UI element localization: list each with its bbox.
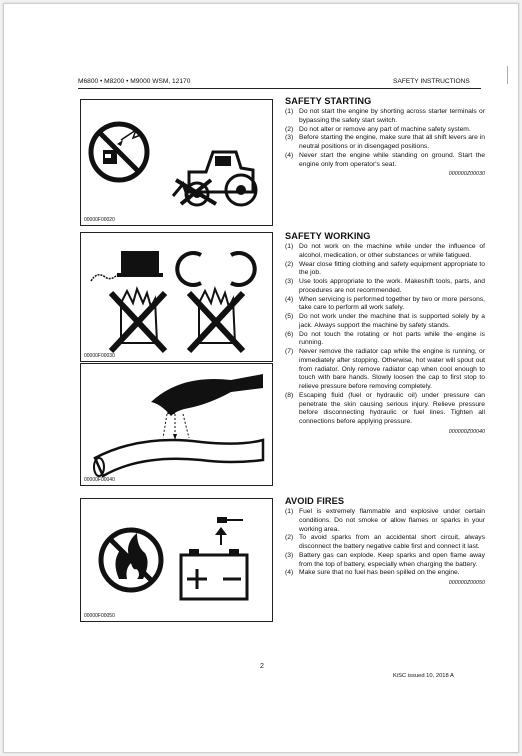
item-number: (4) [285,151,294,159]
section-code: 000000Z00050 [448,580,485,586]
item-text: Do not alter or remove any part of machine safety system. [299,125,471,133]
item-number: (3) [285,278,294,285]
figure-avoid-fires [80,498,273,622]
issue-note: KiSC issued 10, 2018 A [393,673,454,679]
no-touch-rotating-parts-illustration [81,233,272,361]
list-item [285,296,485,314]
item-number: (4) [285,569,294,577]
item-text: Do not start the engine by shorting across starter terminals or bypassing the safety start switch. [299,108,485,124]
item-number: (7) [285,348,294,355]
item-text: Escaping fluid (fuel or hydraulic oil) under pressure can penetrate the skin causing serious injury. Relieve pressure before disconnecting hydraulic or fuel lines. Tighten all connections before applying pressure. [299,391,485,425]
escaping-fluid-hand-illustration [81,364,272,485]
list-item [285,134,485,152]
instruction-list [285,243,485,427]
list-item [285,508,485,534]
no-flame-battery-illustration [81,499,272,621]
section-title: AVOID FIRES [285,496,345,506]
item-text: Battery gas can explode. Keep sparks and open flame away from the top of battery, especially when charging the battery. [299,551,485,568]
list-item [285,348,485,392]
header-section: SAFETY INSTRUCTIONS [393,78,470,85]
no-shorting-tractor-illustration [81,100,272,225]
section-code: 000000Z00040 [448,428,485,435]
section-code: 000000Z00030 [448,171,485,178]
header-model: M6800 • M8200 • M9000 WSM, 12170 [78,78,191,85]
item-text: Use tools appropriate to the work. Makeshift tools, parts, and procedures are not recommended. [299,278,485,294]
item-text: Do not work on the machine while under the influence of alcohol, medication, or other substances or while fatigued. [299,243,485,259]
item-text: When servicing is performed together by two or more persons, take care to perform all work safely. [299,295,485,312]
list-item [285,278,485,296]
item-number: (1) [285,508,294,515]
item-number: (1) [285,243,294,250]
item-text: Make sure that no fuel has been spilled on the engine. [299,569,460,577]
list-item [285,261,485,279]
item-text: Before starting the engine, make sure that all shift levers are in neutral positions or in disengaged positions. [299,134,485,150]
item-number: (2) [285,260,294,268]
item-text: To avoid sparks from an accidental short circuit, always disconnect the battery negative cable first and connect it last. [299,534,485,550]
figure-id: 00000F00050 [84,613,115,619]
section-safety-starting [285,96,485,177]
list-item [285,243,485,261]
instruction-list [285,108,485,169]
list-item [285,313,485,331]
section-title: SAFETY WORKING [285,231,371,241]
list-item [285,152,485,170]
section-safety-working [285,231,485,435]
item-number: (2) [285,534,294,542]
section-title: SAFETY STARTING [285,96,372,106]
list-item [285,392,485,427]
list-item [285,534,485,552]
figure-safety-working-hands [80,232,273,362]
item-number: (3) [285,551,294,559]
item-number: (8) [285,391,294,399]
section-avoid-fires [285,496,485,586]
item-number: (6) [285,330,294,338]
item-text: Fuel is extremely flammable and explosive under certain conditions. Do not smoke or allow flames or sparks in your working area. [299,508,485,533]
item-text: Do not work under the machine that is supported solely by a jack. Always support the machine by safety stands. [299,313,485,329]
item-number: (4) [285,295,294,303]
item-number: (5) [285,313,294,320]
figure-escaping-fluid [80,363,273,486]
list-item [285,569,485,578]
item-number: (1) [285,108,294,115]
page-number: 2 [260,663,264,670]
list-item [285,126,485,135]
list-item [285,331,485,349]
figure-id: 00000F00020 [84,217,115,223]
figure-safety-starting [80,99,273,226]
item-text: Do not touch the rotating or hot parts while the engine is running. [299,330,485,347]
item-number: (2) [285,125,294,133]
item-text: Never start the engine while standing on ground. Start the engine only from operator's seat. [299,151,485,168]
item-text: Never remove the radiator cap while the engine is running, or immediately after stopping. Otherwise, hot water will spout out from radiator. Only remove radiator cap when cool enough to touch with bare hands. Slowly loosen the cap to first stop to relieve pressure before removing completely. [299,348,485,390]
figure-id: 00000F00030 [84,353,115,359]
header-rule [78,88,481,89]
item-text: Wear close fitting clothing and safety equipment appropriate to the job. [299,260,485,277]
list-item [285,108,485,126]
instruction-list [285,508,485,578]
margin-mark [507,66,508,84]
item-number: (3) [285,134,294,142]
list-item [285,552,485,570]
figure-id: 00000F00040 [84,477,115,483]
